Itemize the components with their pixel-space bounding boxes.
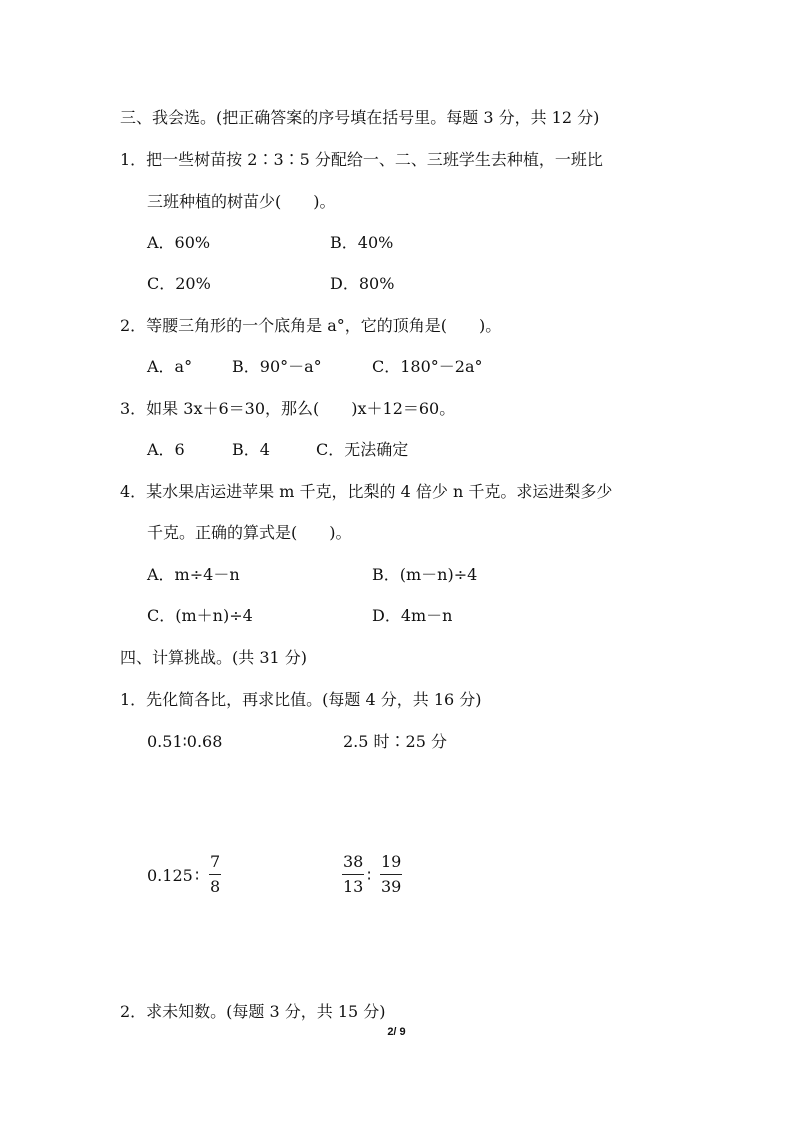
question-4-2-title: 2．求未知数。(每题 3 分，共 15 分)	[120, 1002, 386, 1021]
option-3-4-d: D．4m－n	[372, 606, 453, 625]
option-3-4-c: C．(m＋n)÷4	[147, 606, 253, 625]
fraction-numerator: 19	[381, 852, 402, 871]
ratio-item-3-colon: ∶	[195, 866, 200, 885]
question-3-3: 3．如果 3x＋6＝30，那么( )x＋12＝60。	[120, 399, 456, 418]
option-3-1-b: B．40%	[330, 233, 394, 252]
option-3-3-a: A．6	[147, 440, 185, 459]
fraction-denominator: 13	[343, 877, 364, 896]
fraction-bar	[209, 874, 221, 875]
option-3-2-b: B．90°－a°	[232, 357, 322, 376]
option-3-4-b: B．(m－n)÷4	[372, 565, 478, 584]
question-3-1-line-2: 三班种植的树苗少( )。	[147, 192, 336, 211]
ratio-item-3-prefix: 0.125	[147, 866, 193, 885]
ratio-item-3-fraction	[209, 852, 221, 897]
option-3-1-d: D．80%	[330, 274, 395, 293]
ratio-item-2: 2.5 时∶25 分	[343, 732, 447, 751]
section-4-heading: 四、计算挑战。(共 31 分)	[120, 648, 308, 667]
option-3-3-b: B．4	[232, 440, 270, 459]
question-3-2: 2．等腰三角形的一个底角是 a°，它的顶角是( )。	[120, 316, 502, 335]
option-3-4-a: A．m÷4－n	[147, 565, 240, 584]
fraction-numerator: 38	[343, 852, 364, 871]
question-3-4-line-1: 4．某水果店运进苹果 m 千克，比梨的 4 倍少 n 千克。求运进梨多少	[120, 482, 613, 501]
page-number: 2/ 9	[387, 1026, 406, 1038]
ratio-item-4-colon: ∶	[367, 866, 372, 885]
fraction-denominator: 8	[210, 877, 221, 896]
option-3-2-c: C．180°－2a°	[372, 357, 483, 376]
fraction-denominator: 39	[381, 877, 402, 896]
option-3-3-c: C．无法确定	[316, 440, 409, 459]
ratio-item-4-fraction-2	[380, 852, 402, 897]
ratio-item-1: 0.51∶0.68	[147, 732, 223, 751]
ratio-item-4-fraction-1	[342, 852, 364, 897]
fraction-bar	[342, 874, 364, 875]
question-4-1-title: 1．先化简各比，再求比值。(每题 4 分，共 16 分)	[120, 690, 482, 709]
fraction-bar	[380, 874, 402, 875]
option-3-2-a: A．a°	[147, 357, 193, 376]
question-3-4-line-2: 千克。正确的算式是( )。	[147, 523, 352, 542]
question-3-1-line-1: 1．把一些树苗按 2∶3∶5 分配给一、二、三班学生去种植，一班比	[120, 150, 603, 169]
option-3-1-c: C．20%	[147, 274, 211, 293]
section-3-heading: 三、我会选。(把正确答案的序号填在括号里。每题 3 分，共 12 分)	[120, 108, 600, 127]
option-3-1-a: A．60%	[147, 233, 211, 252]
fraction-numerator: 7	[210, 852, 221, 871]
